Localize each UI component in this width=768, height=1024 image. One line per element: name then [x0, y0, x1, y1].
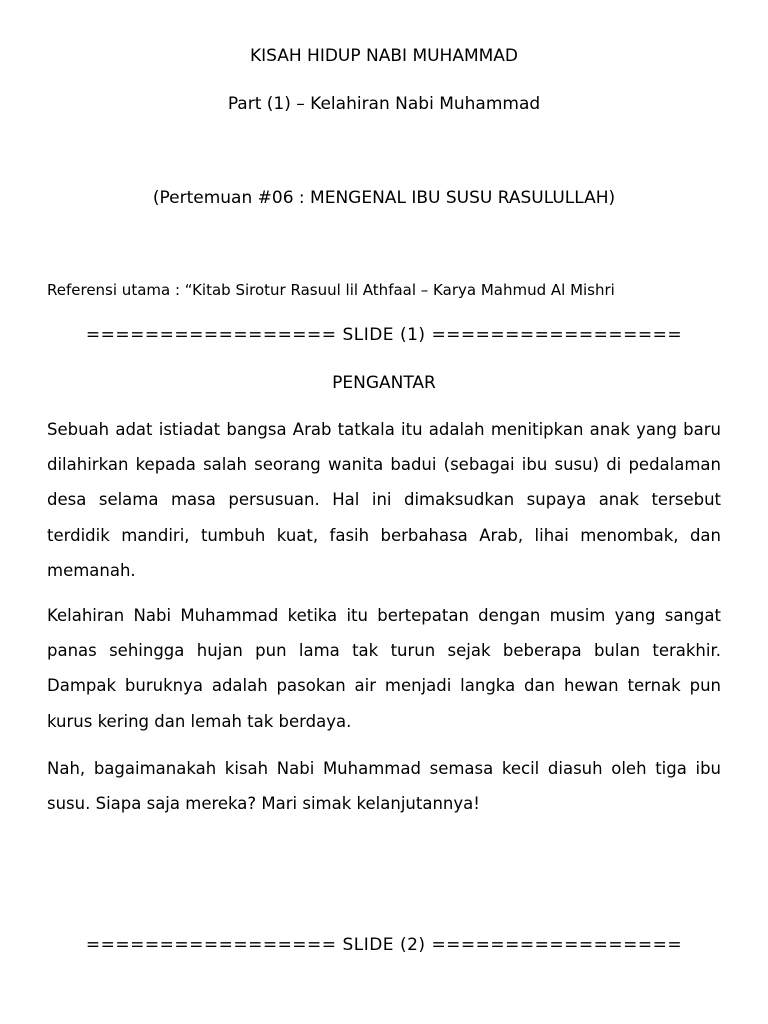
paragraph-1: Sebuah adat istiadat bangsa Arab tatkala itu adalah menitipkan anak yang baru dilahirkan kepada salah seorang wanita badui (sebagai ibu susu) di pedalaman desa selama masa persusuan. Hal ini dimaksudkan supaya anak tersebut terdidik mandiri, tumbuh kuat, fasih berbahasa Arab, lihai menombak, dan memanah. — [47, 420, 721, 580]
meeting-title: (Pertemuan #06 : MENGENAL IBU SUSU RASULULLAH) — [152, 188, 616, 208]
part-subtitle: Part (1) – Kelahiran Nabi Muhammad — [227, 94, 541, 114]
section-heading: PENGANTAR — [332, 373, 436, 393]
slide-2-separator: ================= SLIDE (2) ================= — [85, 935, 683, 955]
paragraph-2: Kelahiran Nabi Muhammad ketika itu bertepatan dengan musim yang sangat panas sehingga hujan pun lama tak turun sejak beberapa bulan terakhir. Dampak buruknya adalah pasokan air menjadi langka dan hewan ternak pun kurus kering dan lemah tak berdaya. — [47, 606, 721, 731]
slide-1-separator: ================= SLIDE (1) ================= — [85, 325, 683, 345]
reference-line: Referensi utama : “Kitab Sirotur Rasuul lil Athfaal – Karya Mahmud Al Mishri — [47, 281, 615, 299]
paragraph-3: Nah, bagaimanakah kisah Nabi Muhammad semasa kecil diasuh oleh tiga ibu susu. Siapa saja mereka? Mari simak kelanjutannya! — [47, 759, 721, 814]
document-title: KISAH HIDUP NABI MUHAMMAD — [249, 46, 519, 66]
